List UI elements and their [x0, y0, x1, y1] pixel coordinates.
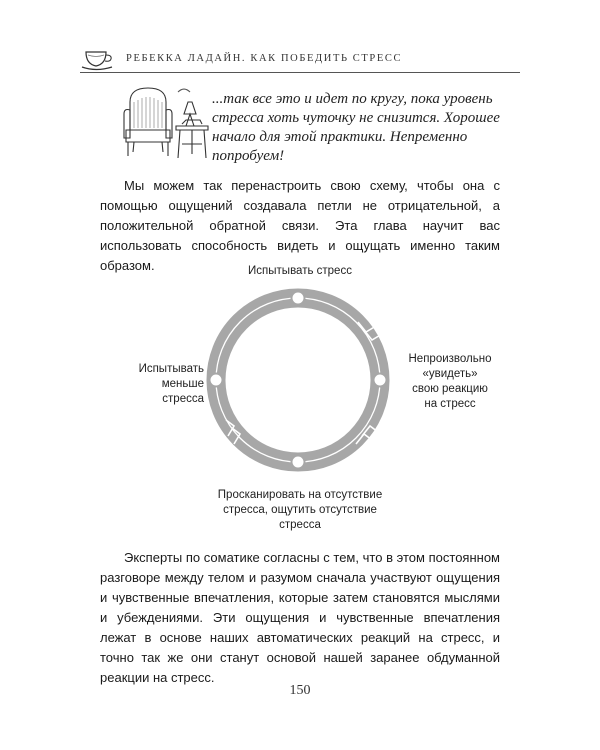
- closing-paragraph: Эксперты по соматике согласны с тем, что в этом постоянном разговоре между телом и разумом сначала участвуют ощущения и чувственные впечатления, которые затем становятся мыслями и убеждениями. Эти ощущения и чувственные впечатления лежат в основе наших автоматических реакций на стресс, и точно так же они станут основой нашей заранее обдуманной реакции на стресс.: [100, 550, 500, 685]
- page-header: [80, 46, 520, 76]
- diagram-label-right-line: свою реакцию: [412, 383, 488, 395]
- page-number: 150: [289, 683, 311, 698]
- diagram-label-bottom: [190, 488, 410, 533]
- diagram-label-right-line: «увидеть»: [422, 368, 478, 380]
- diagram-label-left-line: меньше: [161, 378, 204, 390]
- running-head: РЕБЕККА ЛАДАЙН. КАК ПОБЕДИТЬ СТРЕСС: [126, 53, 403, 64]
- loop-ring: [216, 298, 380, 462]
- diagram-label-left-line: Испытывать: [138, 363, 204, 375]
- diagram-label-top: Испытывать стресс: [248, 265, 352, 277]
- node-left: [210, 374, 223, 387]
- diagram-label-right-line: на стресс: [424, 398, 476, 410]
- diagram-label-left: [108, 362, 204, 407]
- diagram-label-bottom-line: стресса: [279, 519, 321, 531]
- diagram-label-left-line: стресса: [162, 393, 204, 405]
- armchair-illustration: [120, 80, 212, 162]
- italic-quote: ...так все это и идет по кругу, пока уровень стресса хоть чуточку не снизится. Хорошее начало для этой практики. Непременно попробуем!: [212, 91, 500, 164]
- node-right: [374, 374, 387, 387]
- node-bottom: [292, 456, 305, 469]
- header-rule: [80, 72, 520, 73]
- diagram-label-bottom-line: стресса, ощутить отсутствие: [223, 504, 377, 516]
- intro-paragraph: Мы можем так перенастроить свою схему, чтобы она с помощью ощущений создавала петли не отрицательной, а положительной обратной связи. Эта глава научит вас использовать способность видеть и ощущать именно таким образом.: [100, 178, 500, 273]
- diagram-label-right: [404, 352, 496, 412]
- node-top: [292, 292, 305, 305]
- diagram-label-bottom-line: Просканировать на отсутствие: [217, 489, 383, 501]
- diagram-label-right-line: Непроизвольно: [408, 353, 492, 365]
